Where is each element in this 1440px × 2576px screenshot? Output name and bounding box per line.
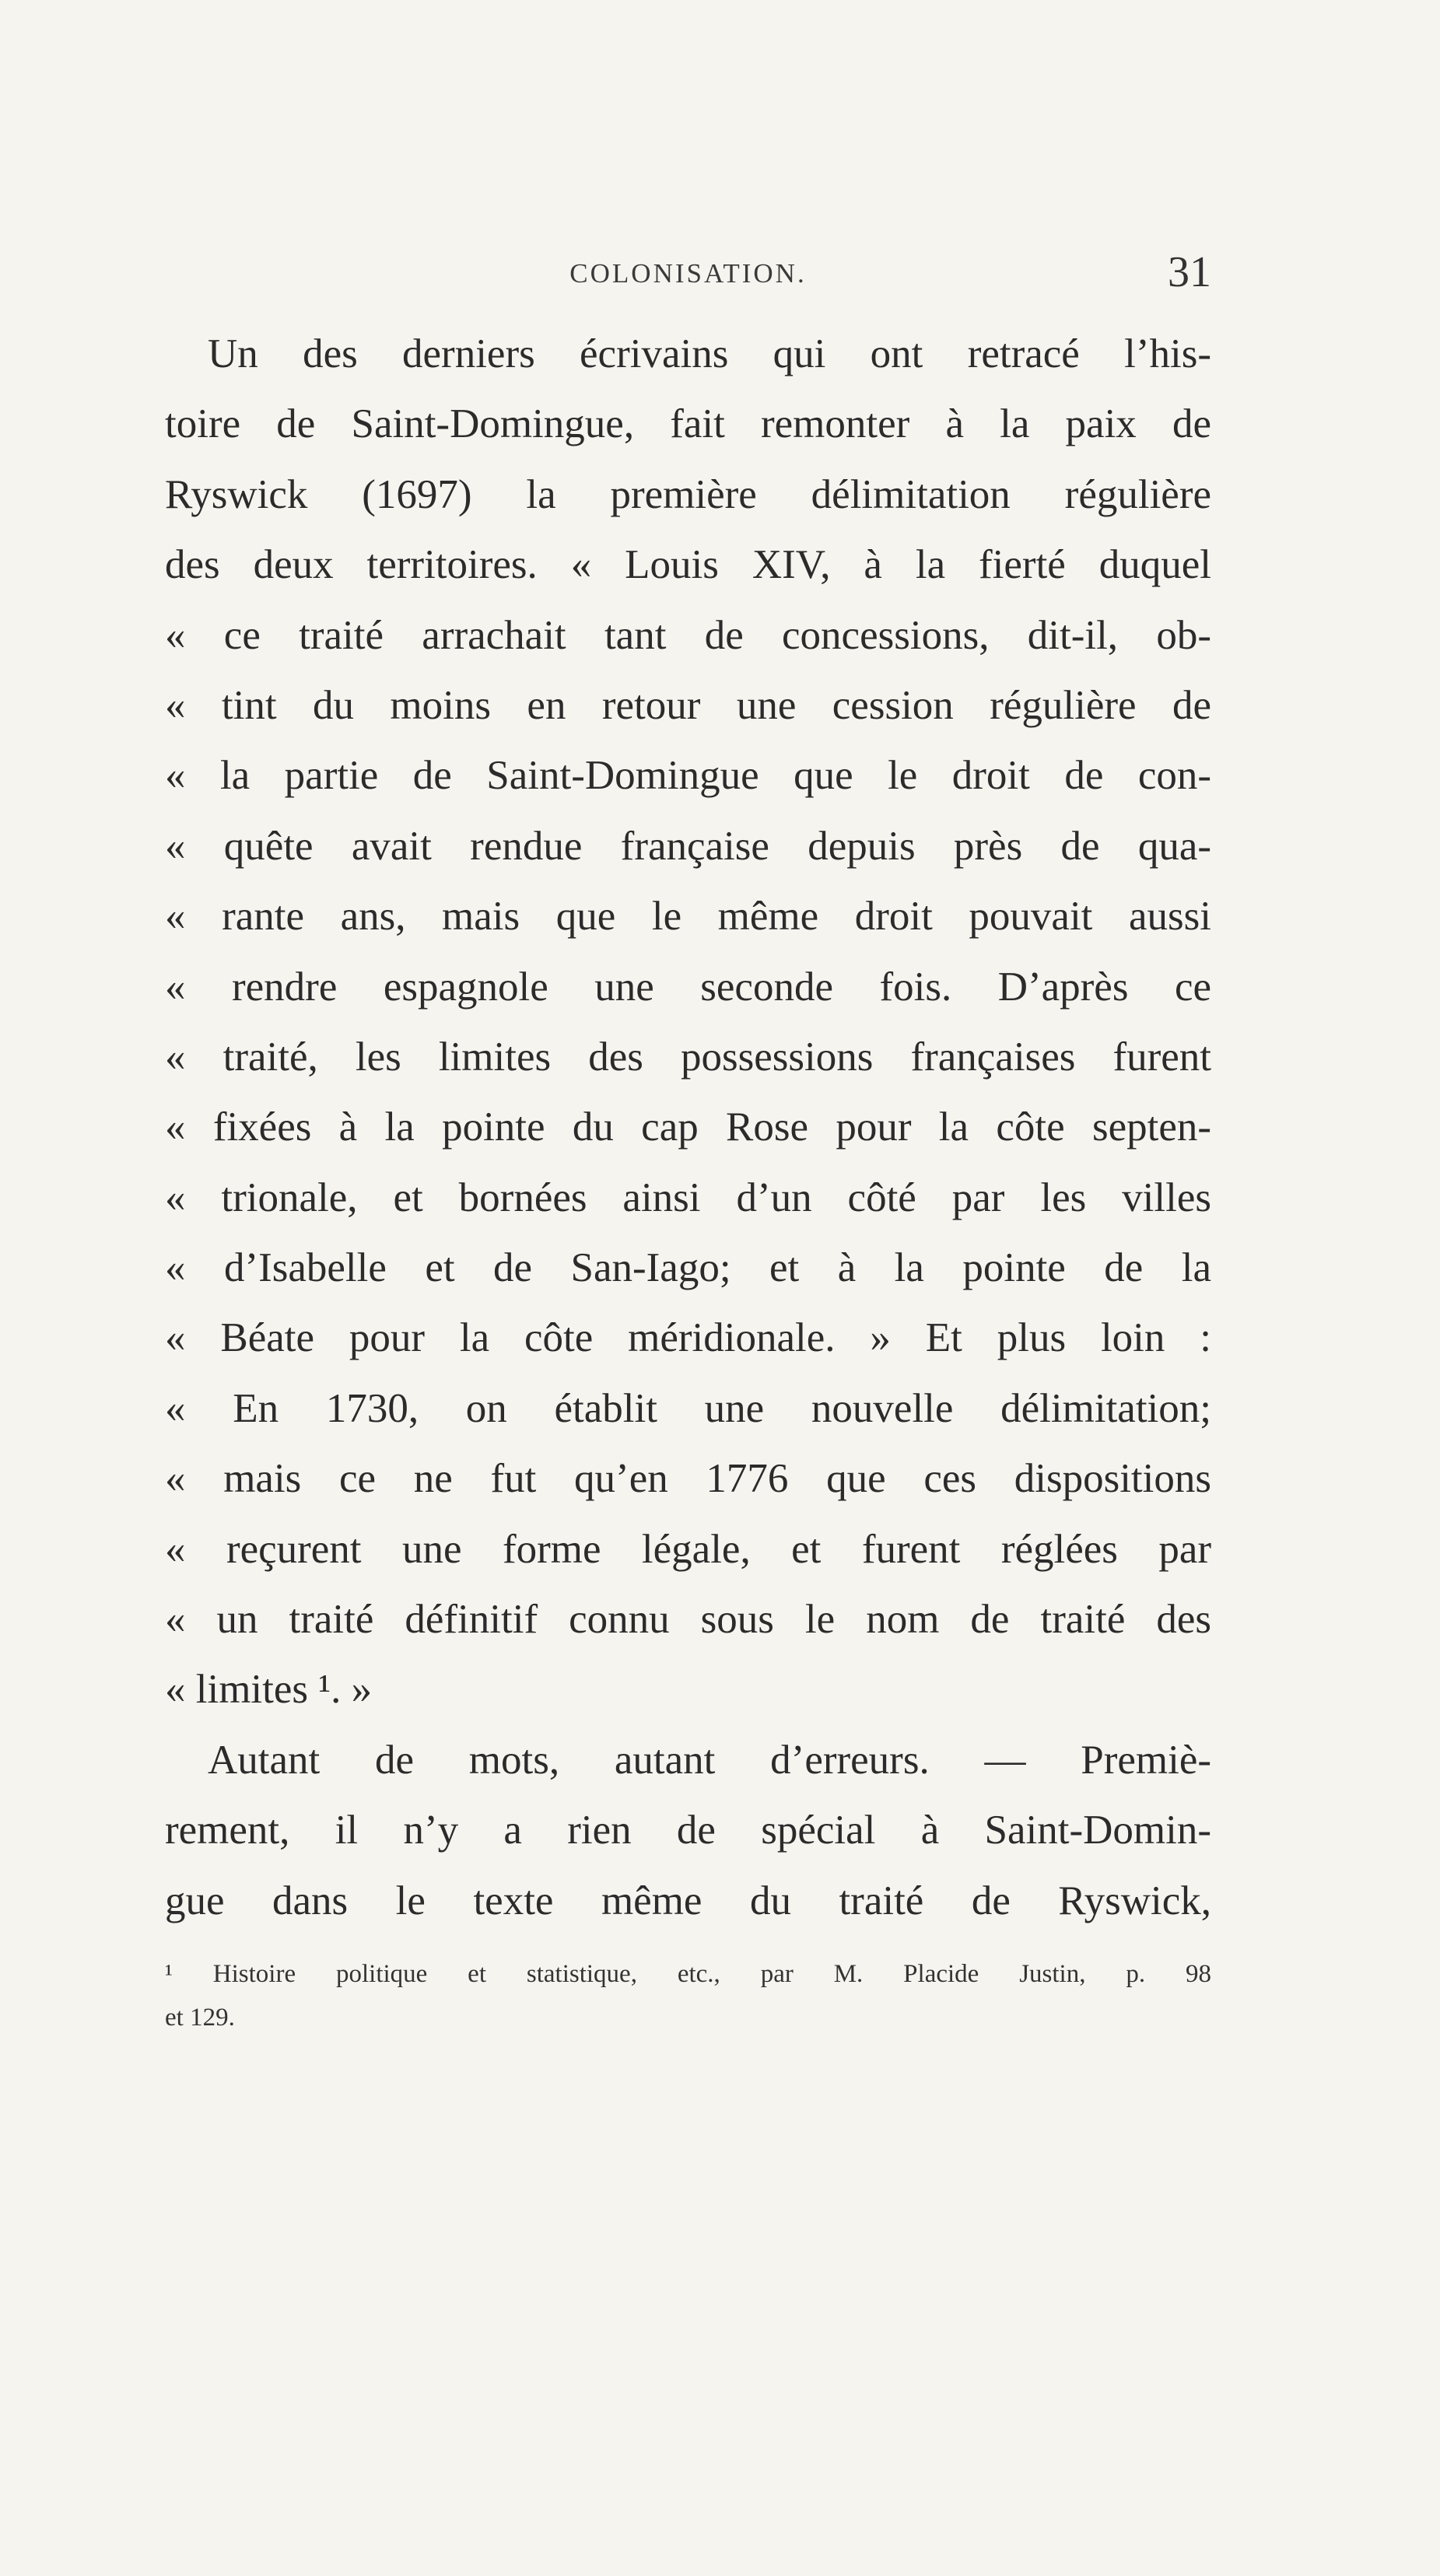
- text-line: « ce traité arrachait tant de concessions, dit-il, ob-: [165, 612, 1211, 658]
- text-line: Ryswick (1697) la première délimitation régulière: [165, 471, 1211, 517]
- running-head: [165, 247, 1211, 310]
- text-line: « traité, les limites des possessions françaises furent: [165, 1034, 1211, 1080]
- text-line: « rante ans, mais que le même droit pouvait aussi: [165, 894, 1211, 940]
- text-line: toire de Saint-Domingue, fait remonter à la paix de: [165, 401, 1211, 447]
- running-title: COLONISATION.: [569, 258, 807, 289]
- page-number: 31: [1168, 248, 1211, 296]
- text-line: « fixées à la pointe du cap Rose pour la côte septen-: [165, 1104, 1211, 1150]
- footnote-line: ¹ Histoire politique et statistique, etc., par M. Placide Justin, p. 98: [165, 1960, 1211, 1988]
- text-line: gue dans le texte même du traité de Ryswick,: [165, 1878, 1211, 1923]
- text-line: « Béate pour la côte méridionale. » Et plus loin :: [165, 1315, 1211, 1361]
- text-line: « limites ¹. »: [165, 1667, 373, 1713]
- text-line: « reçurent une forme légale, et furent réglées par: [165, 1526, 1211, 1572]
- text-line: « d’Isabelle et de San-Iago; et à la pointe de la: [165, 1245, 1211, 1291]
- text-line: Autant de mots, autant d’erreurs. — Premiè-: [208, 1737, 1211, 1783]
- text-line: « mais ce ne fut qu’en 1776 que ces dispositions: [165, 1456, 1211, 1502]
- text-line: rement, il n’y a rien de spécial à Saint-Domin-: [165, 1808, 1211, 1853]
- text-line: « trionale, et bornées ainsi d’un côté par les villes: [165, 1174, 1211, 1220]
- text-line: Un des derniers écrivains qui ont retracé l’his-: [208, 331, 1211, 376]
- footnote: [165, 1952, 1211, 2039]
- text-line: « la partie de Saint-Domingue que le droit de con-: [165, 753, 1211, 799]
- text-line: « En 1730, on établit une nouvelle délimitation;: [165, 1385, 1211, 1431]
- text-line: « quête avait rendue française depuis près de qua-: [165, 823, 1211, 869]
- text-line: des deux territoires. « Louis XIV, à la fierté duquel: [165, 542, 1211, 588]
- footnote-line: et 129.: [165, 2004, 235, 2032]
- text-line: « tint du moins en retour une cession régulière de: [165, 682, 1211, 728]
- text-line: « un traité définitif connu sous le nom de traité des: [165, 1597, 1211, 1643]
- body-text: [165, 319, 1211, 1936]
- text-line: « rendre espagnole une seconde fois. D’après ce: [165, 964, 1211, 1010]
